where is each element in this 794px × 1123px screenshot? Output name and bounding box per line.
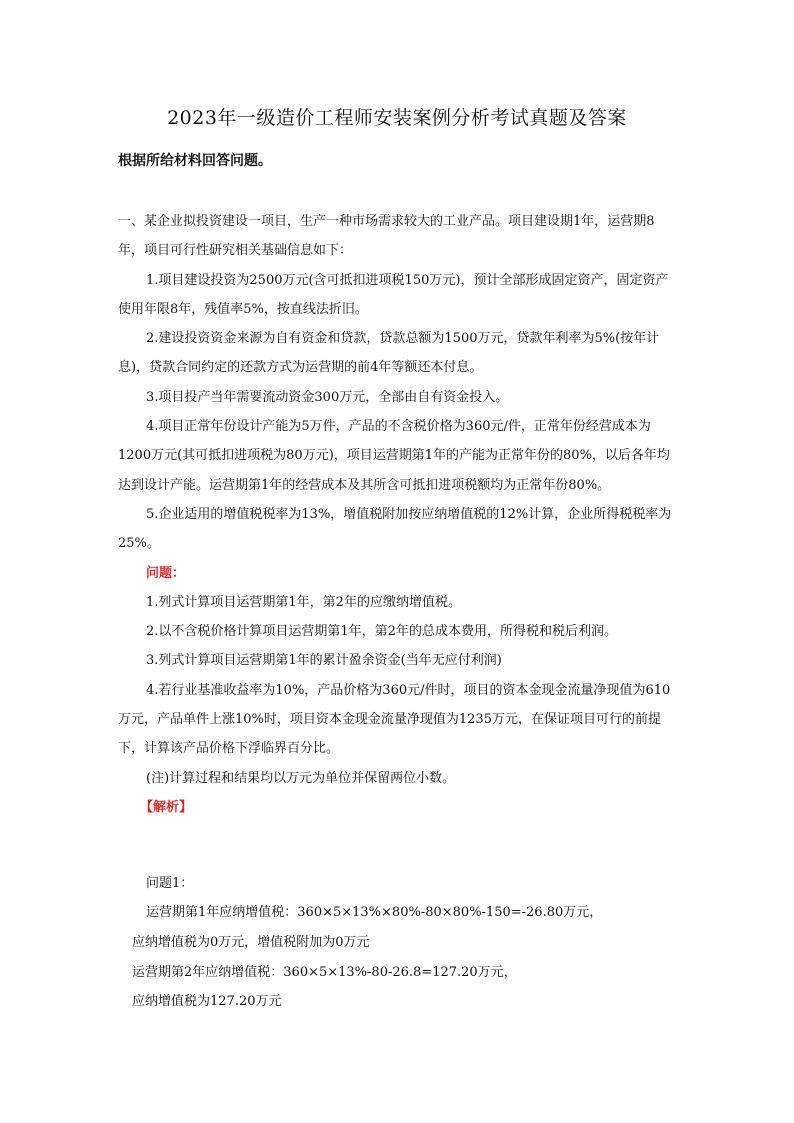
questions-label: 问题：: [146, 565, 186, 581]
answer-line-3: 应纳增值税为0万元，增值税附加为0万元: [132, 935, 370, 950]
answer-line-4: 运营期第2年应纳增值税：360×5×13%-80-26.8=127.20万元，: [132, 965, 517, 980]
info-item-5: 5.企业适用的增值税税率为13%，增值税附加按应纳增值税的12%计算，企业所得税税率为25%。: [118, 506, 672, 552]
question-4: 4.若行业基准收益率为10%，产品价格为360元/件时，项目的资本金现金流量净现值为610万元，产品单件上涨10%时，项目资本金现金流量净现值为1235万元，在保证项目可行的前提下，计算该产品价格下浮临界百分比。: [118, 682, 671, 757]
question-1: 1.列式计算项目运营期第1年，第2年的应缴纳增值税。: [146, 594, 461, 610]
question-body: [118, 207, 678, 822]
question-2: 2.以不含税价格计算项目运营期第1年，第2年的总成本费用，所得税和税后利润。: [146, 624, 617, 640]
info-item-2: 2.建设投资资金来源为自有资金和贷款，贷款总额为1500万元，贷款年利率为5%(按年计息)，贷款合同约定的还款方式为运营期的前4年等额还本付息。: [118, 331, 660, 376]
instruction-heading: 根据所给材料回答问题。: [118, 153, 272, 169]
question-3: 3.列式计算项目运营期第1年的累计盈余资金(当年无应付利润): [146, 653, 502, 669]
info-item-1: 1.项目建设投资为2500万元(含可抵扣进项税150万元)，预计全部形成固定资产，固定资产使用年限8年，残值率5%，按直线法折旧。: [118, 272, 669, 317]
info-item-4: 4.项目正常年份设计产能为5万件，产品的不含税价格为360元/件，正常年份经营成本为1200万元(其可抵扣进项税为80万元)，项目运营期第1年的产能为正常年份的80%，以后各年均达到设计产能。运营期第1年的经营成本及其所含可抵扣进项税额均为正常年份80%。: [118, 419, 670, 493]
answer-line-1: 问题1：: [146, 876, 194, 891]
answer-line-2: 运营期第1年应纳增值税：360×5×13%×80%-80×80%-150=-26.80万元，: [146, 905, 603, 920]
case-intro-paragraph: 一、某企业拟投资建设一项目，生产一种市场需求较大的工业产品。项目建设期1年，运营期8年，项目可行性研究相关基础信息如下：: [118, 214, 655, 259]
info-item-3: 3.项目投产当年需要流动资金300万元，全部由自有资金投入。: [146, 389, 509, 405]
document-title: 2023年一级造价工程师安装案例分析考试真题及答案: [167, 107, 627, 129]
answer-line-5: 应纳增值税为127.20万元: [132, 994, 282, 1009]
note-text: (注)计算过程和结果均以万元为单位并保留两位小数。: [146, 770, 456, 786]
analysis-label: 【解析】: [140, 799, 193, 815]
